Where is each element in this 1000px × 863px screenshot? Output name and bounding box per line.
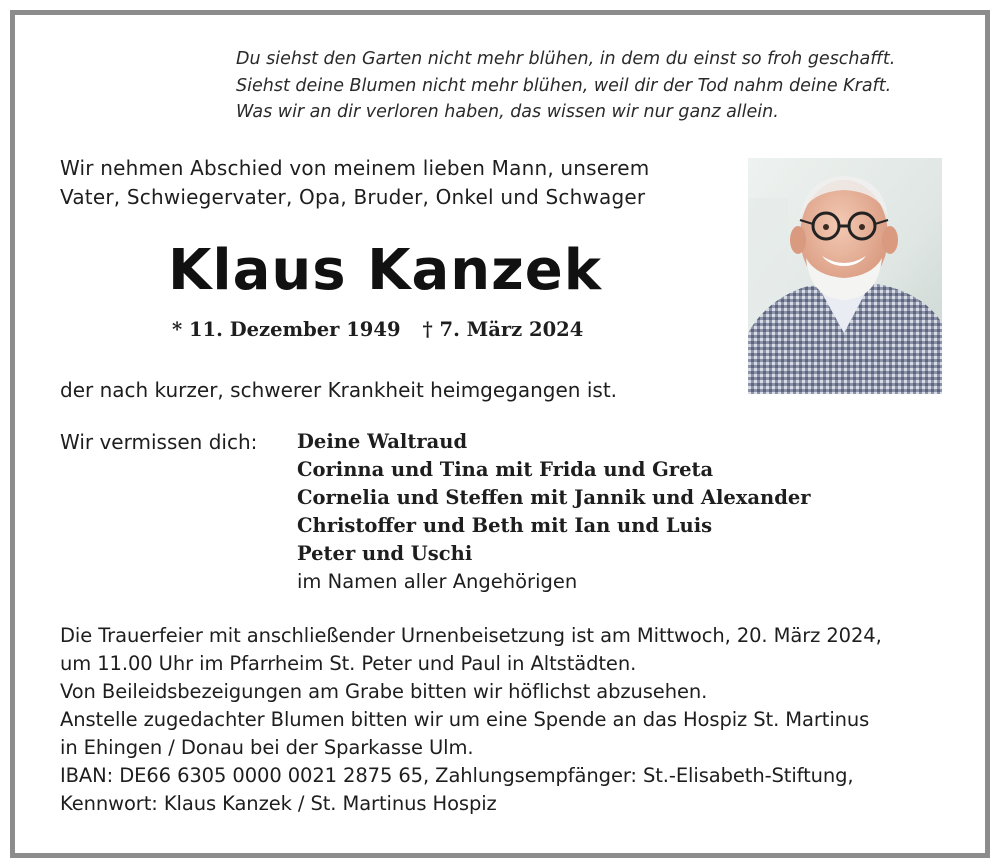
info-line: um 11.00 Uhr im Pfarrheim St. Peter und Paul in Altstädten. [60,652,637,675]
info-line: IBAN: DE66 6305 0000 0021 2875 65, Zahlungsempfänger: St.-Elisabeth-Stiftung, [60,764,854,787]
info-line: Anstelle zugedachter Blumen bitten wir um eine Spende an das Hospiz St. Martinus [60,708,870,731]
mourner-line: Cornelia und Steffen mit Jannik und Alexander [297,486,811,509]
mourner-line: Deine Waltraud [297,430,468,453]
info-line: in Ehingen / Donau bei der Sparkasse Ulm. [60,736,474,759]
intro-line: Vater, Schwiegervater, Opa, Bruder, Onkel und Schwager [60,185,646,209]
mourner-line: Peter und Uschi [297,542,473,565]
poem [236,46,895,126]
info-line: Die Trauerfeier mit anschließender Urnenbeisetzung ist am Mittwoch, 20. März 2024, [60,624,882,647]
intro-line: Wir nehmen Abschied von meinem lieben Mann, unserem [60,156,650,180]
ceremony-info [60,622,882,818]
poem-line: Siehst deine Blumen nicht mehr blühen, weil dir der Tod nahm deine Kraft. [236,75,892,96]
mourners-footer: im Namen aller Angehörigen [297,570,578,593]
portrait-photo [748,158,942,394]
mourner-line: Christoffer und Beth mit Ian und Luis [297,514,713,537]
mourners-list [297,428,811,596]
info-line: Von Beileidsbezeigungen am Grabe bitten wir höflichst abzusehen. [60,680,708,703]
deceased-name: Klaus Kanzek [168,238,602,303]
poem-line: Was wir an dir verloren haben, das wissen wir nur ganz allein. [236,102,779,122]
passed-text: der nach kurzer, schwerer Krankheit heimgegangen ist. [60,378,618,402]
miss-label: Wir vermissen dich: [60,430,258,454]
mourner-line: Corinna und Tina mit Frida und Greta [297,458,714,481]
birth-date: * 11. Dezember 1949 [172,318,401,341]
intro-text [60,154,649,212]
info-line: Kennwort: Klaus Kanzek / St. Martinus Hospiz [60,792,497,815]
death-date: † 7. März 2024 [422,318,584,341]
life-dates [172,316,583,344]
poem-line: Du siehst den Garten nicht mehr blühen, in dem du einst so froh geschafft. [236,49,896,69]
